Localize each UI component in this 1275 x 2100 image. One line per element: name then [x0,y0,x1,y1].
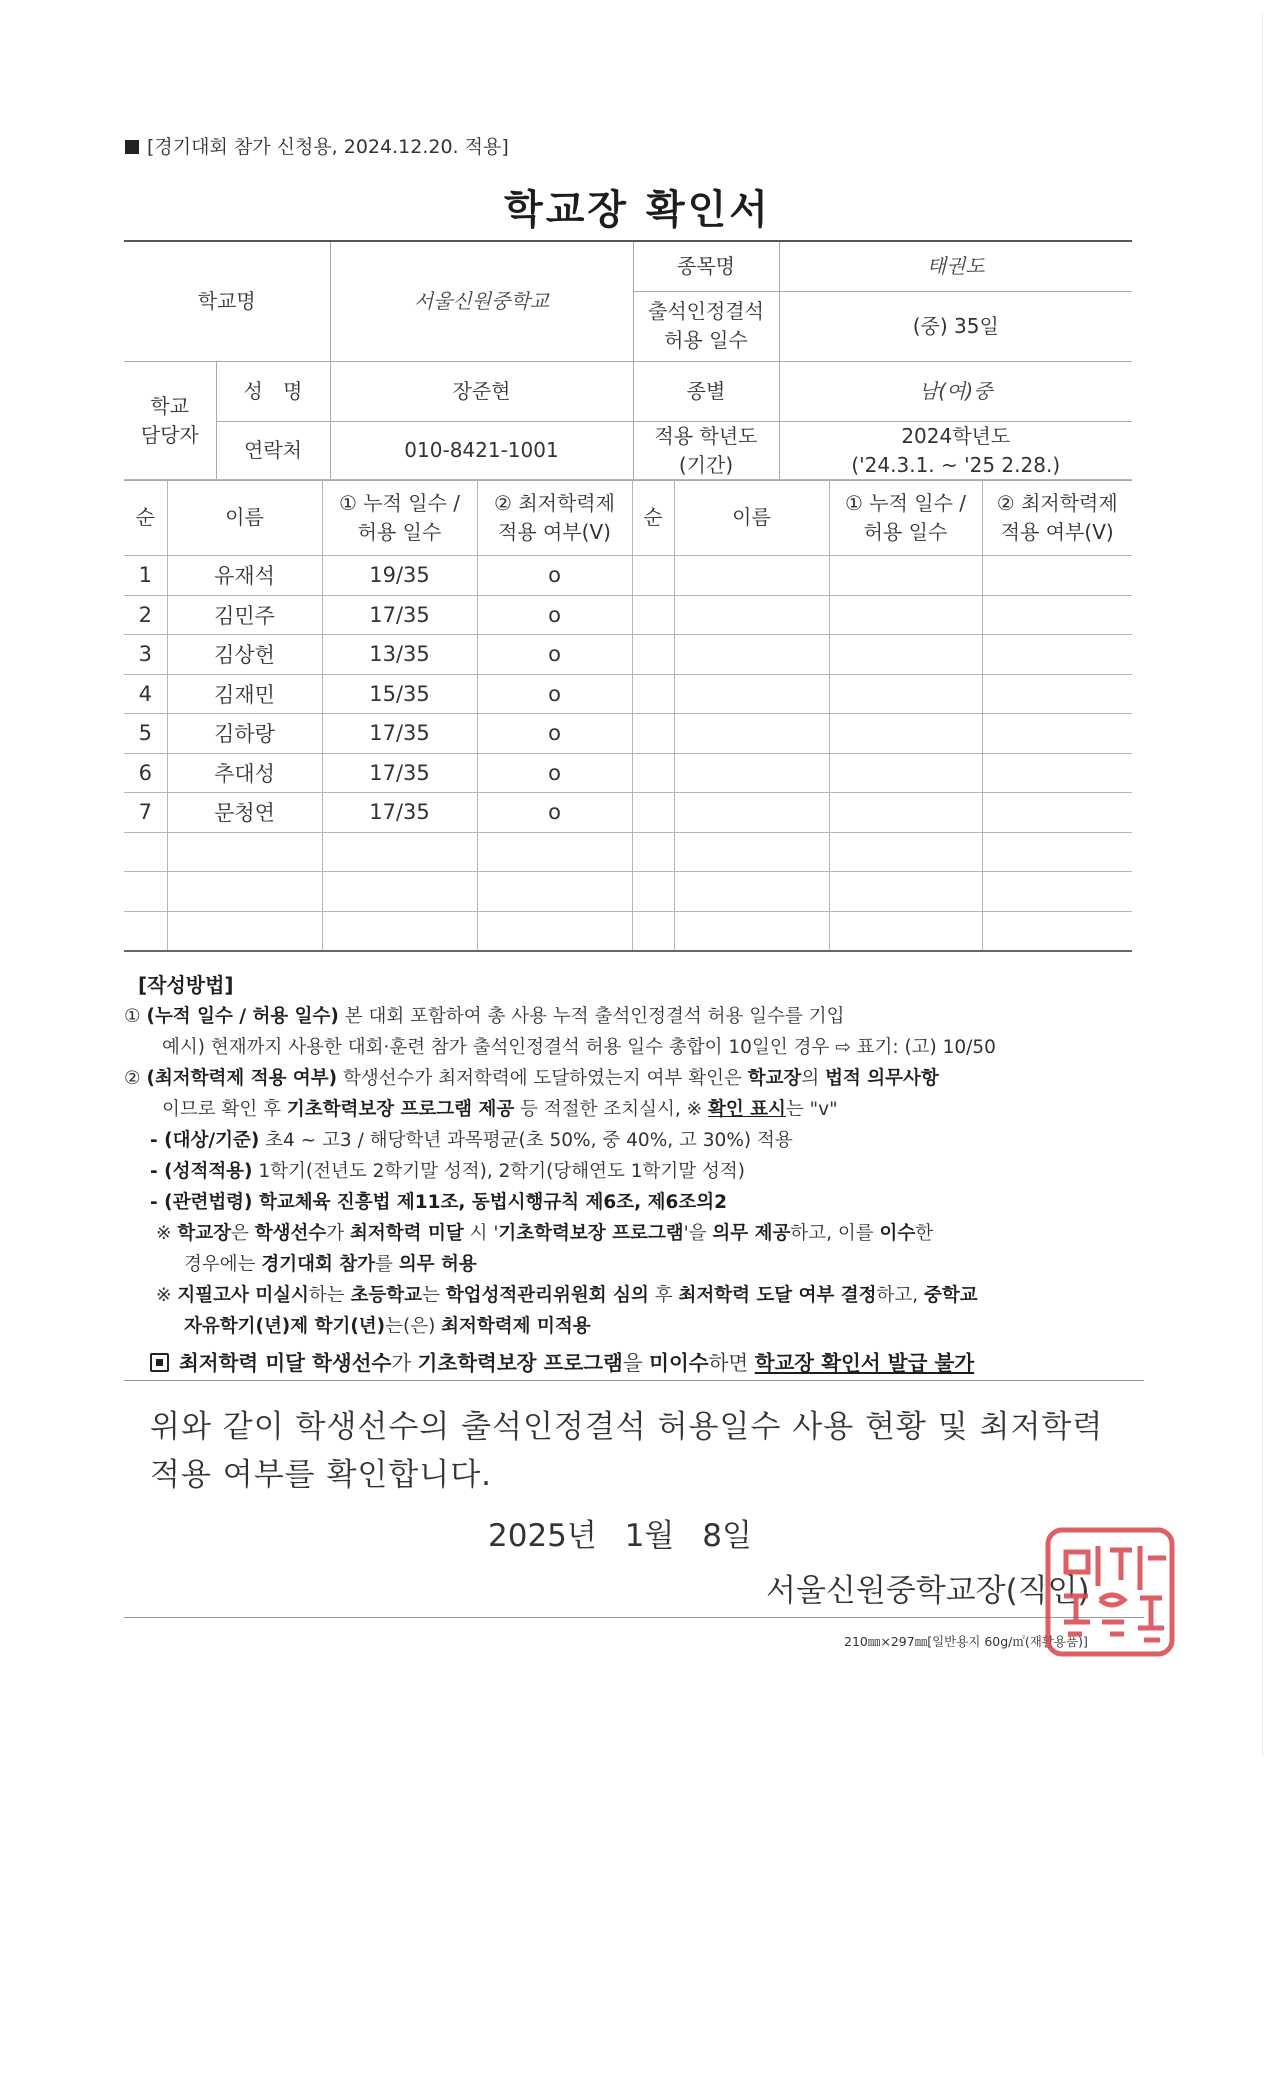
allowed-days-label: 출석인정결석 허용 일수 [633,291,779,361]
table-row: 6 추대성 17/35 o [124,753,1132,793]
school-name-label: 학교명 [124,241,330,361]
paper-size-note: 210㎜×297㎜[일반용지 60g/㎡(재활용품)] [844,1634,1088,1649]
square-bullet-icon [125,140,139,154]
col-name-2: 이름 [674,480,829,556]
col-no: 순 [124,480,167,556]
col-days-2: ① 누적 일수 / 허용 일수 [829,480,982,556]
table-row-empty [124,832,1132,872]
col-no-2: 순 [632,480,674,556]
table-row: 7 문청연 17/35 o [124,793,1132,833]
note-2: ※ 지필고사 미실시하는 초등학교는 학업성적관리위원회 심의 후 최저학력 도달 여부 결정하고, 중학교 [156,1285,978,1306]
gender-value: 남(여)중 [779,361,1132,421]
year-label: 적용 학년도 (기간) [633,421,779,480]
instruction-2: ② (최저학력제 적용 여부) 학생선수가 최저학력에 도달하였는지 여부 확인은 학교장의 법적 의무사항 [124,1068,939,1089]
table-row: 5 김하랑 17/35 o [124,714,1132,754]
sub-target: - (대상/기준) 초4 ~ 고3 / 해당학년 과목평균(초 50%, 중 40%, 고 30%) 적용 [150,1130,793,1151]
table-row: 1 유재석 19/35 o [124,556,1132,596]
sport-value: 태권도 [779,241,1132,291]
phone-value: 010-8421-1001 [330,421,633,480]
sport-label: 종목명 [633,241,779,291]
contact-person-label: 학교 담당자 [124,361,216,480]
document-title: 학교장 확인서 [504,187,771,233]
instruction-1-example: 예시) 현재까지 사용한 대회·훈련 참가 출석인정결석 허용 일수 총합이 10일인 경우 ⇨ 표기: (고) 10/50 [162,1037,996,1058]
checkbox-bullet-icon [150,1353,169,1372]
name-label: 성 명 [216,361,330,421]
note-2-cont: 자유학기(년)제 학기(년)는(은) 최저학력제 미적용 [184,1316,591,1337]
header-note: [경기대회 참가 신청용, 2024.12.20. 적용] [125,132,509,159]
note-1: ※ 학교장은 학생선수가 최저학력 미달 시 '기초학력보장 프로그램'을 의무 제공하고, 이를 이수한 [156,1223,934,1244]
principal-signature: 서울신원중학교장(직인) [766,1573,1090,1609]
student-roster-table [124,479,1132,952]
col-check: ② 최저학력제 적용 여부(V) [477,480,632,556]
school-name-value: 서울신원중학교 [330,241,633,361]
table-row: 2 김민주 17/35 o [124,595,1132,635]
year-value: 2024학년도 ('24.3.1. ~ '25 2.28.) [779,421,1132,480]
official-seal-icon [1040,1522,1180,1662]
instructions-heading: [작성방법] [138,973,234,997]
sub-law: - (관련법령) 학교체육 진흥법 제11조, 동법시행규칙 제6조, 제6조의2 [150,1192,727,1213]
gender-label: 종별 [633,361,779,421]
instruction-2-cont: 이므로 확인 후 기초학력보장 프로그램 제공 등 적절한 조치실시, ※ 확인 표시는 "v" [162,1099,838,1120]
table-row-empty [124,872,1132,912]
contact-name-value: 장준현 [330,361,633,421]
sub-grades: - (성적적용) 1학기(전년도 2학기말 성적), 2학기(당해연도 1학기말 성적) [150,1161,745,1182]
divider [124,1380,1144,1381]
instruction-1: ① (누적 일수 / 허용 일수) 본 대회 포함하여 총 사용 누적 출석인정결석 허용 일수를 기입 [124,1006,845,1027]
confirmation-text: 위와 같이 학생선수의 출석인정결석 허용일수 사용 현황 및 최저학력 적용 여부를 확인합니다. [150,1409,1104,1493]
table-row: 4 김재민 15/35 o [124,674,1132,714]
final-warning: 최저학력 미달 학생선수가 기초학력보장 프로그램을 미이수하면 학교장 확인서 발급 불가 [124,1348,1134,1379]
table-row-empty [124,911,1132,951]
school-info-table [124,240,1132,481]
issue-date: 2025년 1월 8일 [488,1518,752,1554]
col-check-2: ② 최저학력제 적용 여부(V) [982,480,1132,556]
note-1-cont: 경우에는 경기대회 참가를 의무 허용 [184,1254,477,1275]
table-row: 3 김상헌 13/35 o [124,635,1132,675]
divider [124,1617,1144,1618]
phone-label: 연락처 [216,421,330,480]
allowed-days-value: (중) 35일 [779,291,1132,361]
col-days: ① 누적 일수 / 허용 일수 [322,480,477,556]
col-name: 이름 [167,480,322,556]
instructions [124,970,1134,1379]
